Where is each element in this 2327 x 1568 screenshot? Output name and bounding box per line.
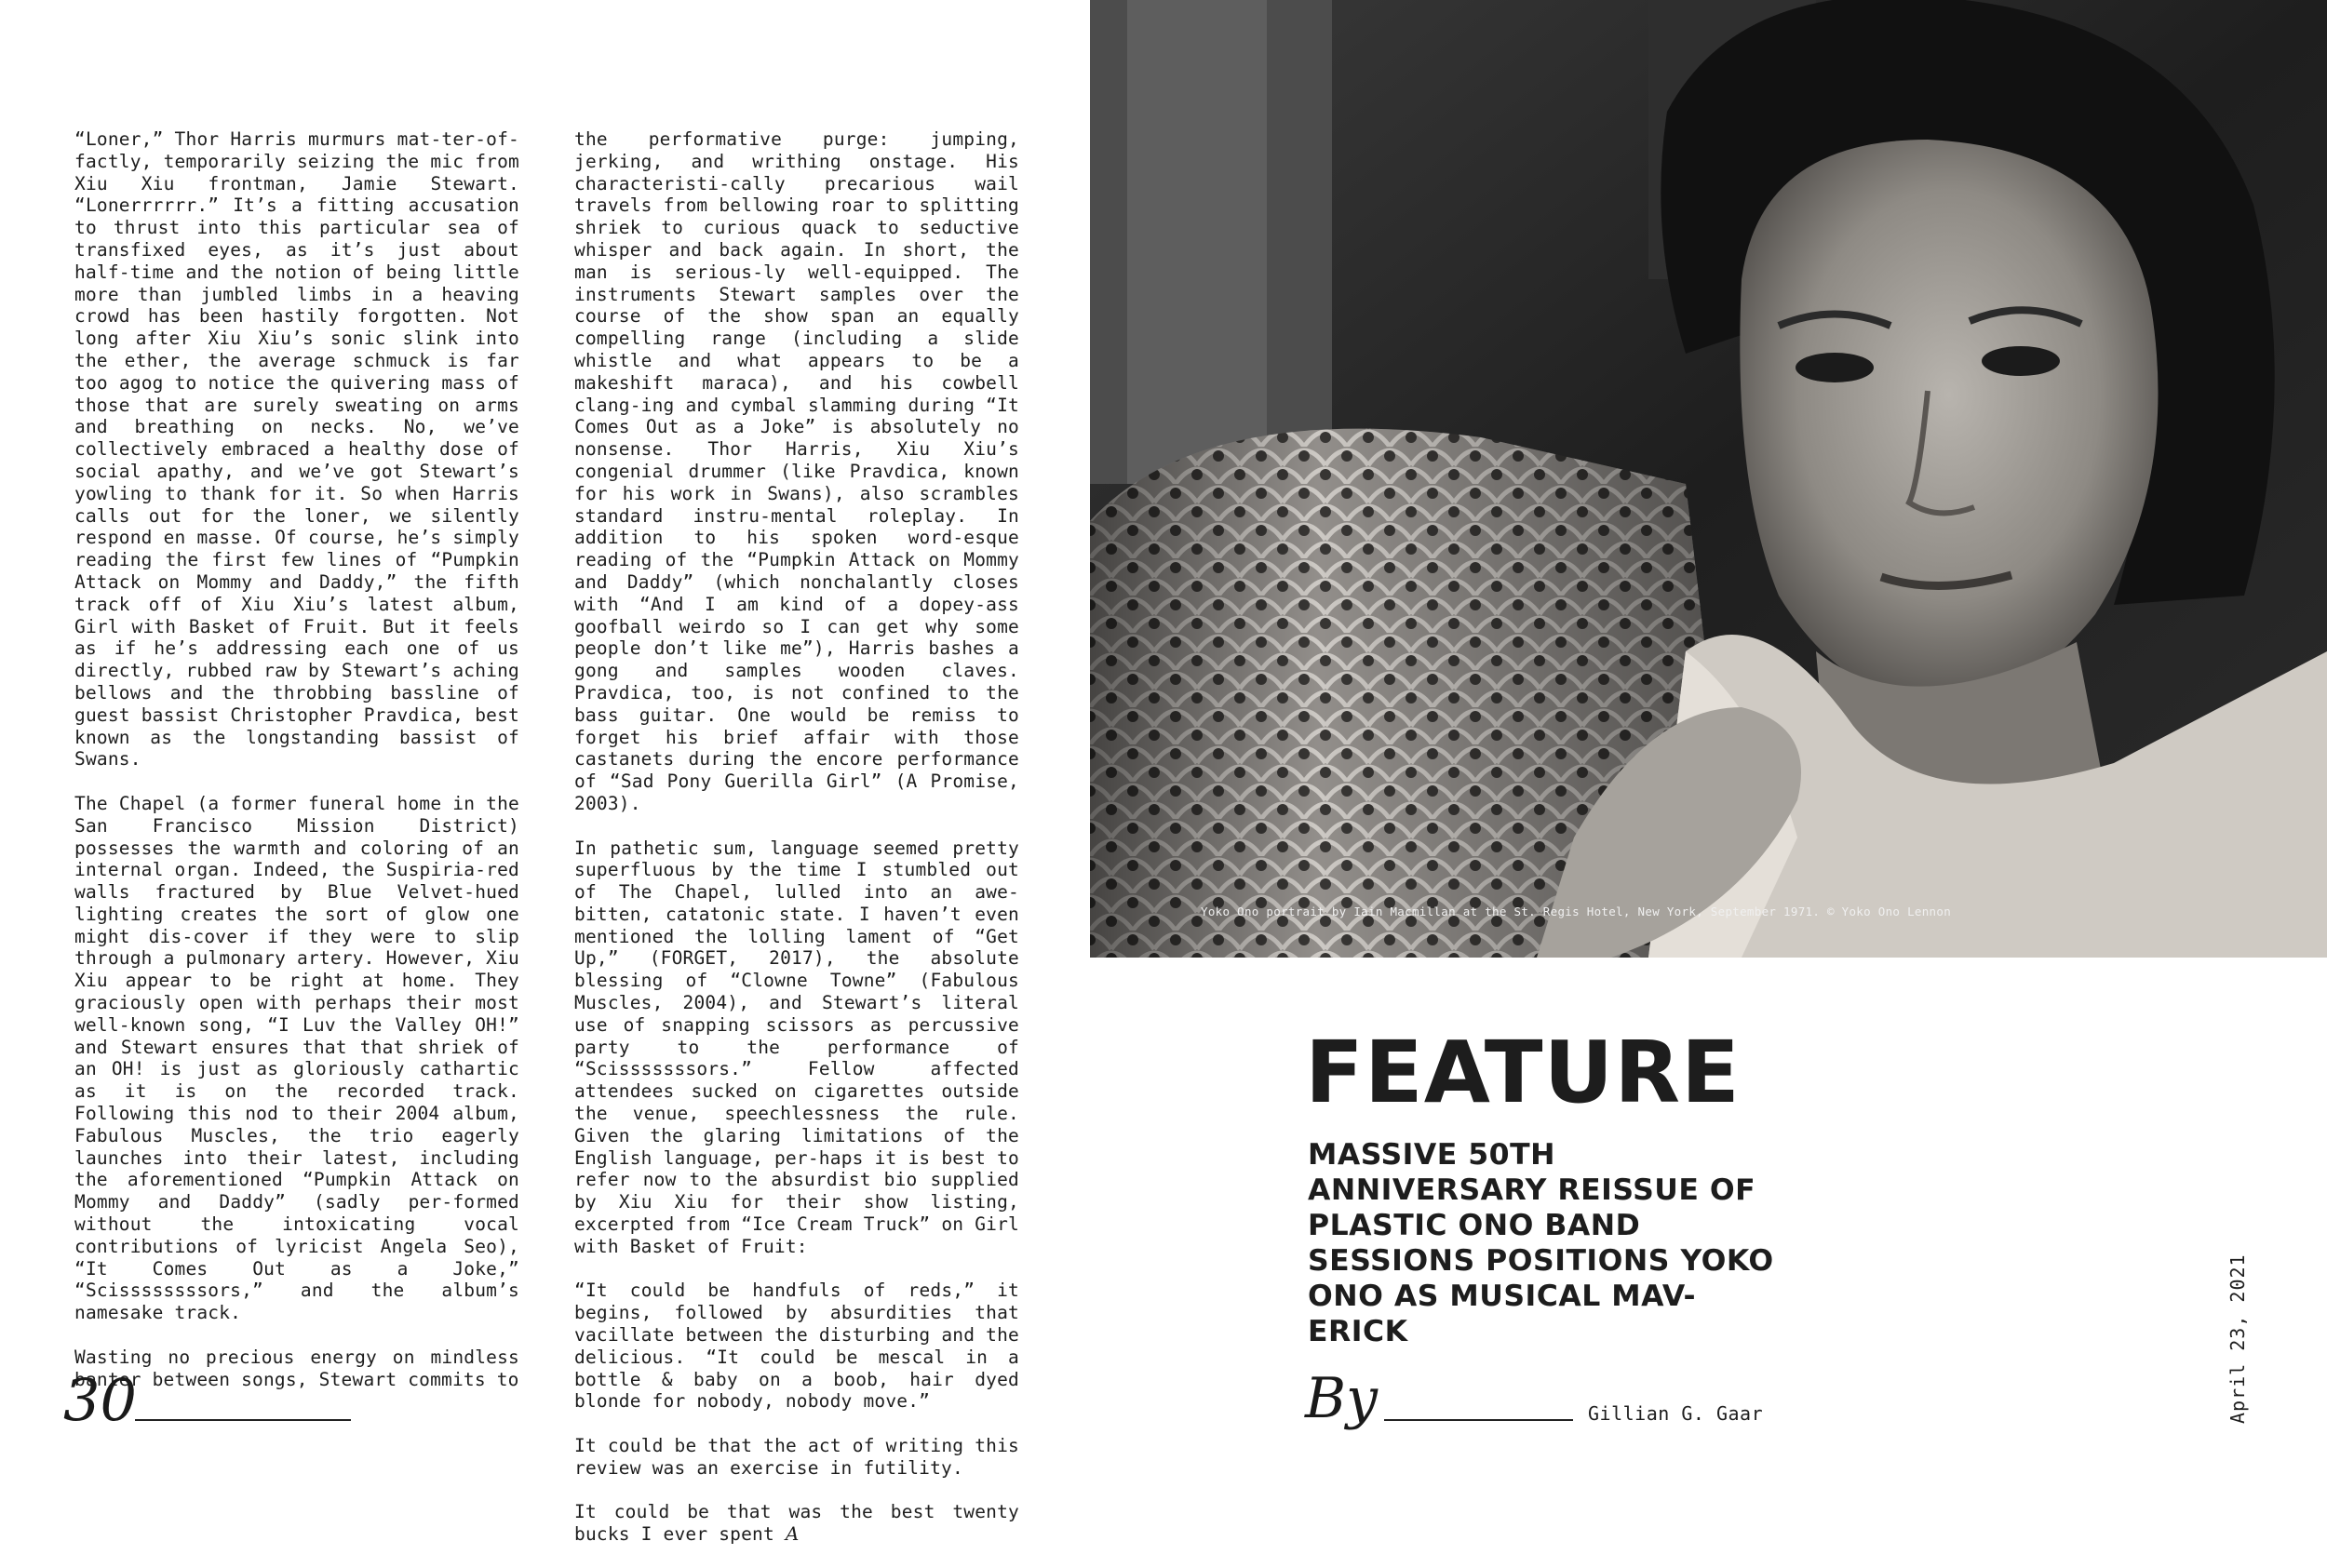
- byline-label: By: [1305, 1366, 1378, 1431]
- portrait-photo: [1090, 0, 2327, 958]
- closing-line: It could be that was the best twenty bucks I ever spent: [574, 1501, 1019, 1546]
- folio-rule: [135, 1419, 351, 1421]
- closing-paragraph: [574, 1501, 1019, 1546]
- publication-date: April 23, 2021: [2226, 1253, 2249, 1424]
- body-paragraph: The Chapel (a former funeral home in the San Francisco Mission District) possesses the warmth and coloring of an internal organ. Indeed, the Suspiria-red walls fractured by Blue Velvet-hued lighting creates the sort of glow one might dis-cover if they were to slip through a pulmonary artery. However, Xiu Xiu appear to be right at home. They graciously open with perhaps their most well-known song, “I Luv the Valley OH!” and Stewart ensures that that shriek of an OH! is just as gloriously cathartic as it is on the recorded track. Following this nod to their 2004 album, Fabulous Muscles, the trio eagerly launches into their latest, including the aforementioned “Pumpkin Attack on Mommy and Daddy” (sadly per-formed without the intoxicating vocal contributions of lyricist Angela Seo), “It Comes Out as a Joke,” “Scissssssssors,” and the album’s namesake track.: [74, 792, 519, 1324]
- body-paragraph: “It could be handfuls of reds,” it begins, followed by absurdities that vacillate between the disturbing and the delicious. “It could be mescal in a bottle & baby on a boob, hair dyed blonde for nobody, nobody move.”: [574, 1280, 1019, 1413]
- body-paragraph: Wasting no precious energy on mindless banter between songs, Stewart commits to: [74, 1346, 519, 1390]
- body-paragraph: “Loner,” Thor Harris murmurs mat-ter-of-factly, temporarily seizing the mic from Xiu Xiu frontman, Jamie Stewart. “Lonerrrrrr.” It’s a fitting accusation to thrust into this particular sea of transfixed eyes, as it’s just about half-time and the notion of being little more than jumbled limbs in a heaving crowd has been hastily forgotten. Not long after Xiu Xiu’s sonic slink into the ether, the average schmuck is far too agog to notice the quivering mass of those that are surely sweating on arms and breathing on necks. No, we’ve collectively embraced a healthy dose of social apathy, and we’ve got Stewart’s yowling to thank for it. So when Harris calls out for the loner, we silently respond en masse. Of course, he’s simply reading the first few lines of “Pumpkin Attack on Mommy and Daddy,” the fifth track off of Xiu Xiu’s latest album, Girl with Basket of Fruit. But it feels as if he’s addressing each one of us directly, rubbed raw by Stewart’s aching bellows and the throbbing bassline of guest bassist Christopher Pravdica, best known as the longstanding bassist of Swans.: [74, 128, 519, 771]
- section-kicker: FEATURE: [1305, 1023, 1741, 1122]
- portrait-photo-illustration: [1090, 0, 2327, 958]
- byline-rule: [1384, 1419, 1573, 1421]
- page-number: 30: [63, 1366, 137, 1434]
- end-mark: A: [785, 1522, 800, 1546]
- body-paragraph: In pathetic sum, language seemed pretty superfluous by the time I stumbled out of The Chapel, lulled into an awe-bitten, catatonic state. I haven’t even mentioned the lolling lament of “Get Up,” (FORGET, 2017), the absolute blessing of “Clowne Towne” (Fabulous Muscles, 2004), and Stewart’s literal use of snapping scissors as percussive party to the performance of “Scisssssssors.” Fellow affected attendees sucked on cigarettes outside the venue, speechlessness the rule. Given the glaring limitations of the English language, per-haps it is best to refer now to the absurdist bio supplied by Xiu Xiu for their show listing, excerpted from “Ice Cream Truck” on Girl with Basket of Fruit:: [574, 837, 1019, 1257]
- author-name: Gillian G. Gaar: [1588, 1402, 1764, 1425]
- photo-caption: Yoko Ono portrait by Iain Macmillan at the St. Regis Hotel, New York, September 1971. © Yoko Ono Lennon: [1201, 905, 1952, 918]
- feature-headline: MASSIVE 50TH ANNIVERSARY REISSUE OF PLASTIC ONO BAND SESSIONS POSITIONS YOKO ONO AS MUSICAL MAV-ERICK: [1308, 1138, 1774, 1348]
- article-column-middle: [574, 128, 1019, 1568]
- article-column-left: [74, 128, 519, 1413]
- body-paragraph: It could be that the act of writing this review was an exercise in futility.: [574, 1435, 1019, 1479]
- body-paragraph: the performative purge: jumping, jerking, and writhing onstage. His characteristi-cally precarious wail travels from bellowing roar to splitting shriek to curious quack to seductive whisper and back again. In short, the man is serious-ly well-equipped. The instruments Stewart samples over the course of the show span an equally compelling range (including a slide whistle and what appears to be a makeshift maraca), and his cowbell clang-ing and cymbal slamming during “It Comes Out as a Joke” is absolutely no nonsense. Thor Harris, Xiu Xiu’s congenial drummer (like Pravdica, known for his work in Swans), also scrambles standard instru-mental roleplay. In addition to his spoken word-esque reading of the “Pumpkin Attack on Mommy and Daddy” (which nonchalantly closes with “And I am kind of a dopey-ass goofball weirdo so I can get why some people don’t like me”), Harris bashes a gong and samples wooden claves. Pravdica, too, is not confined to the bass guitar. One would be remiss to forget his brief affair with those castanets during the encore performance of “Sad Pony Guerilla Girl” (A Promise, 2003).: [574, 128, 1019, 814]
